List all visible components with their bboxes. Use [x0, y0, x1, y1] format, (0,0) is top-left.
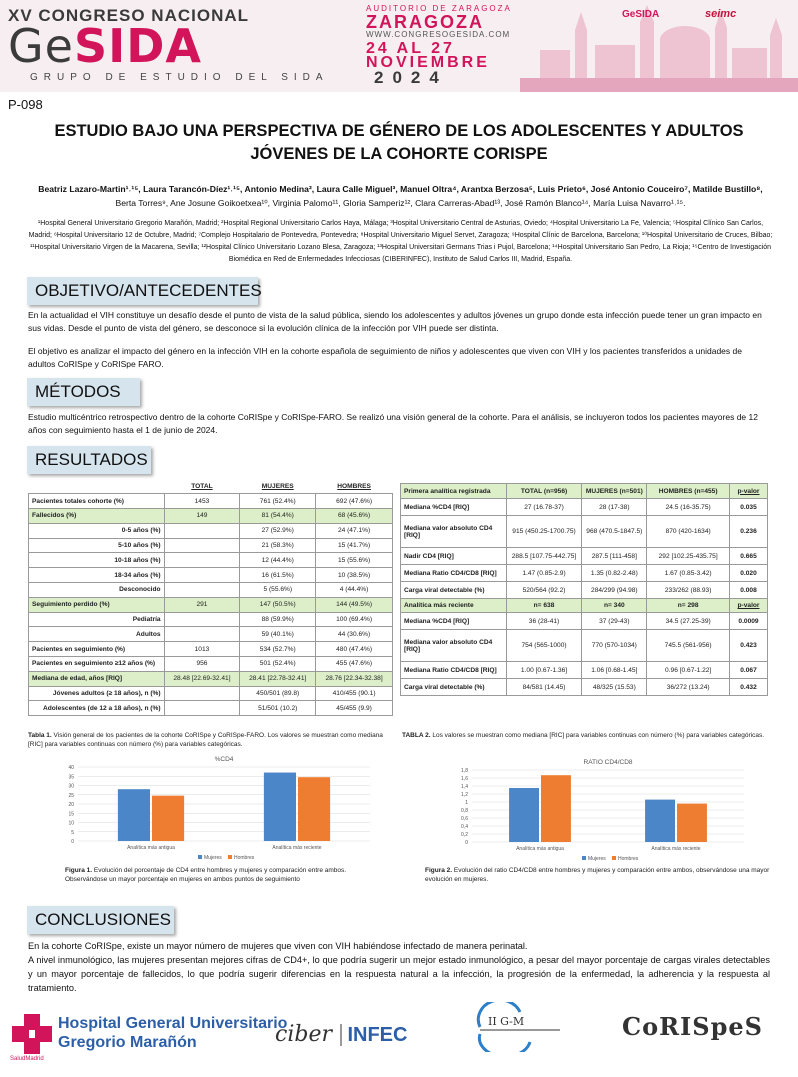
table-1-cell	[164, 553, 240, 568]
y-tick-label: 0,8	[461, 808, 468, 814]
table-1-cell: 410/455 (90.1)	[316, 686, 393, 701]
figure-2-caption: Figura 2. Evolución del ratio CD4/CD8 entre hombres y mujeres y comparación entre ambos, observándose una mayor evolución en mujeres.	[425, 867, 770, 883]
city: ZARAGOZA	[366, 12, 484, 32]
figure-2-ratio-chart	[452, 758, 752, 864]
figure-1-cd4-chart	[60, 755, 378, 863]
table-2-caption: TABLA 2. Los valores se muestran como mediana [RIC] para variables continuas con número (%) para variables categóricas.	[402, 732, 764, 739]
table-2-cell: 284/299 (94.98)	[582, 582, 647, 599]
table-1-row	[29, 671, 393, 686]
bar-hombres	[677, 804, 707, 842]
table-2-cell: 0.665	[730, 548, 768, 565]
y-tick-label: 0,2	[461, 832, 468, 838]
table-2-cell: 292 [102.25-435.75]	[647, 548, 730, 565]
x-tick-label: Analítica más reciente	[651, 846, 701, 852]
table-1-cell: 450/501 (89.8)	[240, 686, 316, 701]
affiliations: ¹Hospital General Universitario Gregorio Marañón, Madrid; ²Hospital Regional Universitario Carlos Haya, Málaga; ³Hospital Universitario Central de Asturias, Oviedo; ⁴Hospital Universitario La Fe, Valencia; ⁵Hospital Clínico San Carlos, Madrid; ⁶Hospital Universitario 12 de Octubre, Madrid; ⁷Complejo Hospitalario de Pontevedra, Pontevedra; ⁸Hospital Universitario Miguel Servet, Zaragoza; ⁹Hospital Clínic de Barcelona, Barcelona; ¹⁰Hospital Universitario de Cruces, Bilbao; ¹¹Hospital Universitario Virgen de la Macarena, Sevilla; ¹²Hospital Clínico Universitario Lozano Blesa, Zaragoza; ¹³Hospital Universitari Germans Trias i Pujol, Barcelona; ¹⁴Hospital Universitario San Pedro, La Rioja; ¹⁵Centro de Investigación Biomédica en Red de Enfermedades Infecciosas (CIBERINFEC), Instituto de Salud Carlos III, Madrid, España.	[28, 220, 773, 263]
table-2-row	[401, 565, 768, 582]
section-header-metodos: MÉTODOS	[27, 378, 140, 406]
y-tick-label: 0,6	[461, 816, 468, 822]
table-1-row	[29, 494, 393, 509]
table-1-cohort-overview	[28, 479, 393, 716]
x-tick-label: Analítica más antigua	[127, 845, 175, 851]
table-1-cell: Pacientes en seguimiento ≥12 años (%)	[29, 657, 165, 672]
table-2-row	[401, 516, 768, 548]
x-tick-label: Analítica más antigua	[516, 846, 564, 852]
y-tick-label: 1	[465, 800, 468, 806]
table-1-cell: 68 (45.6%)	[316, 509, 393, 524]
table-1-cell: 100 (69.4%)	[316, 612, 393, 627]
table-1-caption: Tabla 1. Visión general de los pacientes de la cohorte CoRISpe y CoRISpe-FARO. Los valores se muestran como mediana [RIC] para variables continuas con número (%) para variables categóricas.	[28, 732, 383, 748]
table-2-header-cell: Analítica más reciente	[401, 599, 507, 613]
y-tick-label: 1,2	[461, 792, 468, 798]
table-1-row	[29, 553, 393, 568]
ciberinfec-logo: ciber INFEC	[275, 1022, 408, 1047]
table-1-cell: Jóvenes adultos (≥ 18 años), n (%)	[29, 686, 165, 701]
table-1-row	[29, 642, 393, 657]
table-1-cell	[164, 538, 240, 553]
table-2-cell: 288.5 [107.75-442.75]	[506, 548, 582, 565]
venue: AUDITORIO DE ZARAGOZA	[366, 4, 512, 13]
website: WWW.CONGRESOGESIDA.COM	[366, 30, 511, 39]
table-2-cell: Nadir CD4 [RIQ]	[401, 548, 507, 565]
table-2-cell: 0.0009	[730, 613, 768, 630]
objetivo-paragraph-1: En la actualidad el VIH constituye un desafío desde el punto de vista de la salud pública, siendo los adolescentes y adultos jóvenes un grupo donde esta infección puede tener un gran impacto en sus vidas. Desde el punto de vista del género, se desconoce si la evolución clínica de la infección por VIH puede ser distinta.	[28, 310, 762, 333]
poster-id: P-098	[8, 97, 43, 112]
table-2-cell: 745.5 (561-956)	[647, 630, 730, 662]
hospital-cross-icon	[10, 1012, 54, 1056]
x-tick-label: Analítica más reciente	[272, 845, 322, 851]
table-1-row	[29, 701, 393, 716]
table-1-row	[29, 509, 393, 524]
table-1-cell: 21 (58.3%)	[240, 538, 316, 553]
table-1-cell: Adultos	[29, 627, 165, 642]
table-1-cell	[164, 612, 240, 627]
table-1-cell: 16 (61.5%)	[240, 568, 316, 583]
table-1-cell	[164, 523, 240, 538]
table-2-cell: 36/272 (13.24)	[647, 679, 730, 696]
table-1-cell	[164, 583, 240, 598]
date-year: 2024	[374, 68, 448, 87]
table-2-cell: 0.035	[730, 499, 768, 516]
table-1-cell: Adolescentes (de 12 a 18 años), n (%)	[29, 701, 165, 716]
gesida-wordmark: GeSIDA	[8, 19, 202, 73]
table-2-header-row	[401, 484, 768, 499]
iigm-logo: II G-M	[470, 1002, 570, 1062]
y-tick-label: 0,4	[461, 824, 468, 830]
table-2-cell: 287.5 [111-458]	[582, 548, 647, 565]
table-2-analytics	[400, 483, 768, 696]
table-2-cell: 233/262 (88.93)	[647, 582, 730, 599]
table-1-cell: 291	[164, 597, 240, 612]
table-2-cell: 1.00 [0.67-1.36]	[506, 662, 582, 679]
table-1-cell: 10 (38.5%)	[316, 568, 393, 583]
table-2-cell: 1.06 [0.68-1.45]	[582, 662, 647, 679]
table-1-cell: 15 (55.6%)	[316, 553, 393, 568]
table-1-row	[29, 627, 393, 642]
table-2-row	[401, 548, 768, 565]
table-1-cell: 27 (52.9%)	[240, 523, 316, 538]
table-2-header-cell: n= 638	[506, 599, 582, 613]
y-tick-label: 0	[465, 840, 468, 846]
table-1-cell: 44 (30.6%)	[316, 627, 393, 642]
table-2-header-cell: p-valor	[730, 599, 768, 613]
table-1-cell: 144 (49.5%)	[316, 597, 393, 612]
table-1-cell: Seguimiento perdido (%)	[29, 597, 165, 612]
bar-hombres	[541, 775, 571, 842]
table-1-cell: 5 (55.6%)	[240, 583, 316, 598]
table-1-cell: Pediatría	[29, 612, 165, 627]
table-1-cell: 149	[164, 509, 240, 524]
table-1-cell: 15 (41.7%)	[316, 538, 393, 553]
table-2-row	[401, 679, 768, 696]
table-2-cell: 915 (450.25-1700.75)	[506, 516, 582, 548]
table-2-cell: 0.96 [0.67-1.22]	[647, 662, 730, 679]
table-1-cell: 761 (52.4%)	[240, 494, 316, 509]
corispe-logo: CoRISpeS	[622, 1012, 763, 1041]
table-2-row	[401, 630, 768, 662]
legend-label: Mujeres	[204, 855, 222, 861]
hospital-gregorio-maranon-logo: Hospital General Universitario Gregorio Marañón SaludMadrid	[10, 1012, 255, 1062]
table-2-cell: 0.008	[730, 582, 768, 599]
legend-label: Hombres	[234, 855, 255, 861]
table-1-row	[29, 523, 393, 538]
table-1-cell: Pacientes en seguimiento (%)	[29, 642, 165, 657]
section-header-objetivo: OBJETIVO/ANTECEDENTES	[27, 277, 258, 305]
table-2-cell: 84/581 (14.45)	[506, 679, 582, 696]
table-1-header-cell: TOTAL	[191, 482, 213, 490]
y-tick-label: 10	[68, 820, 74, 827]
table-2-row	[401, 582, 768, 599]
table-1-cell: 692 (47.6%)	[316, 494, 393, 509]
table-1-cell: 10-18 años (%)	[29, 553, 165, 568]
chart-title: %CD4	[214, 756, 234, 763]
table-2-cell: 1.47 (0.85-2.9)	[506, 565, 582, 582]
table-2-cell: 0.067	[730, 662, 768, 679]
date-month: NOVIEMBRE	[366, 54, 490, 71]
table-2-cell: 870 (420-1634)	[647, 516, 730, 548]
table-2-header-cell: HOMBRES (n=455)	[647, 484, 730, 499]
legend-swatch	[228, 855, 232, 859]
legend-label: Hombres	[618, 856, 639, 862]
table-2-cell: 34.5 (27.25-39)	[647, 613, 730, 630]
y-tick-label: 30	[68, 783, 74, 790]
table-1-cell: 28.41 [22.78-32.41]	[240, 671, 316, 686]
table-1-cell: 45/455 (9.9)	[316, 701, 393, 716]
table-2-cell: 0.020	[730, 565, 768, 582]
table-2-cell: 968 (470.5-1847.5)	[582, 516, 647, 548]
table-2-cell: Mediana valor absoluto CD4 [RIQ]	[401, 630, 507, 662]
table-2-cell: 0.236	[730, 516, 768, 548]
gesida-logo: GeSIDA	[622, 9, 660, 20]
congress-banner	[0, 0, 798, 92]
bar-mujeres	[118, 789, 150, 841]
table-2-cell: Mediana valor absoluto CD4 [RIQ]	[401, 516, 507, 548]
chart-title: RATIO CD4/CD8	[583, 759, 633, 766]
table-1-cell: 480 (47.4%)	[316, 642, 393, 657]
poster-title: ESTUDIO BAJO UNA PERSPECTIVA DE GÉNERO DE LOS ADOLESCENTES Y ADULTOS JÓVENES DE LA COHORTE CORISPE	[54, 122, 744, 163]
table-2-cell: 520/564 (92.2)	[506, 582, 582, 599]
table-2-cell: 48/325 (15.53)	[582, 679, 647, 696]
seimc-logo: seimc	[705, 8, 737, 20]
table-2-cell: 24.5 (16-35.75)	[647, 499, 730, 516]
objetivo-paragraph-2: El objetivo es analizar el impacto del género en la infección VIH en la cohorte española de seguimiento de niños y adolescentes que viven con VIH y los pacientes transferidos a unidades de adultos CoRISpe y CoRISpe FARO.	[28, 346, 742, 369]
gesida-subtitle: GRUPO DE ESTUDIO DEL SIDA	[30, 72, 329, 83]
table-1-cell: 1013	[164, 642, 240, 657]
table-2-cell: 28 (17-38)	[582, 499, 647, 516]
table-1-cell	[164, 568, 240, 583]
table-1-cell	[164, 686, 240, 701]
table-2-header-cell: p-valor	[730, 484, 768, 499]
table-1-cell: 147 (50.5%)	[240, 597, 316, 612]
table-1-cell: 455 (47.6%)	[316, 657, 393, 672]
bar-mujeres	[509, 788, 539, 842]
legend-swatch	[612, 856, 616, 860]
table-1-cell: 51/501 (10.2)	[240, 701, 316, 716]
table-1-row	[29, 612, 393, 627]
table-2-row	[401, 662, 768, 679]
y-tick-label: 1,6	[461, 776, 468, 782]
table-2-header-cell: Primera analítica registrada	[401, 484, 507, 499]
table-2-header-cell: TOTAL (n=956)	[506, 484, 582, 499]
table-1-cell: 5-10 años (%)	[29, 538, 165, 553]
congress-edition: XV CONGRESO NACIONAL	[8, 6, 250, 25]
conclusiones-paragraph-1: En la cohorte CoRISpe, existe un mayor número de mujeres que viven con VIH habiéndose infectado de manera perinatal.	[28, 941, 528, 951]
table-2-cell: 770 (570-1034)	[582, 630, 647, 662]
table-1-cell: 501 (52.4%)	[240, 657, 316, 672]
table-2-cell: 37 (29-43)	[582, 613, 647, 630]
table-1-cell: Mediana de edad, años [RIQ]	[29, 671, 165, 686]
table-2-header-row	[401, 599, 768, 613]
legend-label: Mujeres	[588, 856, 606, 862]
table-2-header-cell: n= 340	[582, 599, 647, 613]
conclusiones-paragraph-2: A nivel inmunológico, las mujeres presentan mejores cifras de CD4+, lo que podría sugerir un mejor estado inmunológico, a pesar del mayor porcentaje de cargas virales detectables y un mayor porcentaje de fallecidos, lo que podría sugerir diferencias en la respuesta natural a la infección, la progresión de la enfermedad, la adherencia y la respuesta al tratamiento.	[28, 955, 770, 993]
table-1-cell: 0-5 años (%)	[29, 523, 165, 538]
table-2-header-cell: MUJERES (n=501)	[582, 484, 647, 499]
figure-1-caption: Figura 1. Evolución del porcentaje de CD4 entre hombres y mujeres y comparación entre ambos. Observándose un mayor porcentaje en mujeres en ambos puntos de seguimiento	[65, 867, 347, 883]
table-1-cell: 28.48 [22.69-32.41]	[164, 671, 240, 686]
table-1-cell: 4 (44.4%)	[316, 583, 393, 598]
table-1-cell: Desconocido	[29, 583, 165, 598]
table-2-cell: Carga viral detectable (%)	[401, 679, 507, 696]
table-1-row	[29, 686, 393, 701]
table-2-cell: Mediana Ratio CD4/CD8 [RIQ]	[401, 662, 507, 679]
table-2-cell: 754 (565-1000)	[506, 630, 582, 662]
table-1-header-cell	[29, 479, 165, 494]
table-1-cell: 81 (54.4%)	[240, 509, 316, 524]
table-1-header-row	[29, 479, 393, 494]
legend-swatch	[198, 855, 202, 859]
table-1-row	[29, 583, 393, 598]
table-2-cell: 0.423	[730, 630, 768, 662]
table-2-cell: Mediana %CD4 [RIQ]	[401, 499, 507, 516]
table-1-cell: Pacientes totales cohorte (%)	[29, 494, 165, 509]
table-2-cell: 1.67 (0.85-3.42)	[647, 565, 730, 582]
bar-mujeres	[645, 800, 675, 842]
table-1-cell: 12 (44.4%)	[240, 553, 316, 568]
authors: Beatriz Lazaro-Martin¹˒¹⁵, Laura Tarancón-Díez¹˒¹⁵, Antonio Medina², Laura Calle Miguel³, Manuel Oltra⁴, Arantxa Berzosa⁵, Luis Prieto⁶, José Antonio Couceiro⁷, Matilde Bustillo⁸, Berta Torres⁹, Ane Josune Goikoetxea¹⁰, Virginia Palomo¹¹, Gloria Samperiz¹², Clara Carreras-Abad¹³, José Ramón Blanco¹⁴, María Luisa Navarro¹˒¹⁵.	[38, 184, 763, 208]
y-tick-label: 25	[68, 792, 74, 799]
section-header-conclusiones: CONCLUSIONES	[27, 906, 174, 934]
table-2-cell: Mediana Ratio CD4/CD8 [RIQ]	[401, 565, 507, 582]
y-tick-label: 1,8	[461, 768, 468, 774]
table-1-row	[29, 568, 393, 583]
table-2-cell: Mediana %CD4 [RIQ]	[401, 613, 507, 630]
table-1-header-cell: HOMBRES	[337, 482, 371, 490]
table-2-cell: Carga viral detectable (%)	[401, 582, 507, 599]
table-1-cell: 24 (47.1%)	[316, 523, 393, 538]
table-1-cell: 956	[164, 657, 240, 672]
bar-hombres	[152, 796, 184, 841]
bar-hombres	[298, 777, 330, 841]
section-header-resultados: RESULTADOS	[27, 446, 151, 474]
metodos-paragraph: Estudio multicéntrico retrospectivo dentro de la cohorte CoRISpe y CoRISpe-FARO. Se realizó una visión general de la cohorte. Para el análisis, se incluyeron todos los pacientes mayores de 12 años con seguimiento hasta el 1 de junio de 2024.	[28, 412, 758, 435]
table-1-header-cell: MUJERES	[261, 482, 294, 490]
table-1-cell: 28.76 [22.34-32.38]	[316, 671, 393, 686]
date-days: 24 AL 27	[366, 40, 455, 57]
table-2-cell: 0.432	[730, 679, 768, 696]
y-tick-label: 35	[68, 774, 74, 781]
table-2-row	[401, 499, 768, 516]
y-tick-label: 5	[71, 829, 74, 836]
table-2-cell: 27 (16.78-37)	[506, 499, 582, 516]
table-2-header-cell: n= 298	[647, 599, 730, 613]
table-1-cell: 18-34 años (%)	[29, 568, 165, 583]
legend-swatch	[582, 856, 586, 860]
table-1-cell: Fallecidos (%)	[29, 509, 165, 524]
bar-mujeres	[264, 773, 296, 841]
table-1-cell: 1453	[164, 494, 240, 509]
y-tick-label: 1,4	[461, 784, 468, 790]
table-1-cell: 59 (40.1%)	[240, 627, 316, 642]
y-tick-label: 20	[68, 802, 74, 808]
table-1-cell	[164, 627, 240, 642]
table-2-row	[401, 613, 768, 630]
y-tick-label: 15	[68, 811, 74, 818]
y-tick-label: 0	[71, 839, 74, 845]
table-1-row	[29, 538, 393, 553]
table-1-row	[29, 597, 393, 612]
table-1-cell	[164, 701, 240, 716]
table-2-cell: 1.35 (0.82-2.48)	[582, 565, 647, 582]
table-1-cell: 88 (59.9%)	[240, 612, 316, 627]
table-2-cell: 36 (28-41)	[506, 613, 582, 630]
y-tick-label: 40	[68, 765, 74, 771]
table-1-row	[29, 657, 393, 672]
table-1-cell: 534 (52.7%)	[240, 642, 316, 657]
